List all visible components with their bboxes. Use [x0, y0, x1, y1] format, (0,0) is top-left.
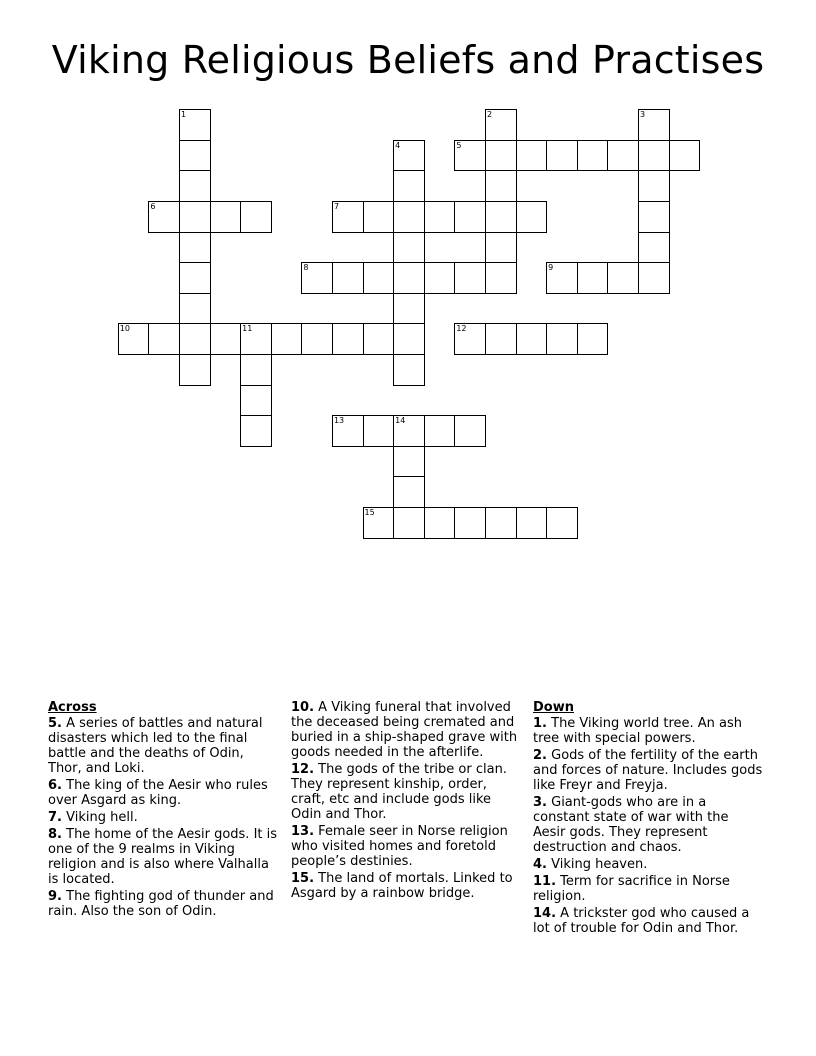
grid-cell[interactable] — [454, 507, 486, 539]
grid-cell[interactable] — [393, 446, 425, 478]
grid-cell[interactable] — [332, 415, 364, 447]
grid-cell[interactable] — [393, 140, 425, 172]
grid-cell[interactable] — [669, 140, 701, 172]
grid-cell[interactable] — [393, 262, 425, 294]
grid-cell[interactable] — [638, 201, 670, 233]
clue-number: 1 — [180, 110, 187, 120]
grid-cell[interactable] — [240, 354, 272, 386]
grid-cell[interactable] — [454, 140, 486, 172]
grid-cell[interactable] — [485, 140, 517, 172]
page-title: Viking Religious Beliefs and Practises — [51, 38, 765, 82]
clue-down-2: 2. Gods of the fertility of the earth and forces of nature. Includes gods like Freyr and Freyja. — [533, 748, 763, 793]
clue-down-14: 14. A trickster god who caused a lot of trouble for Odin and Thor. — [533, 906, 750, 936]
grid-cell[interactable] — [271, 323, 303, 355]
grid-cell[interactable] — [332, 201, 364, 233]
clue-across-5: 5. A series of battles and natural disasters which led to the final battle and the deaths of Odin, Thor, and Loki. — [48, 716, 263, 776]
clue-number: 14 — [395, 416, 406, 426]
grid-cell[interactable] — [485, 262, 517, 294]
grid-cell[interactable] — [393, 415, 425, 447]
grid-cell[interactable] — [485, 170, 517, 202]
clue-across-7: 7. Viking hell. — [48, 810, 138, 825]
grid-cell[interactable] — [454, 262, 486, 294]
grid-cell[interactable] — [454, 415, 486, 447]
grid-cell[interactable] — [577, 262, 609, 294]
grid-cell[interactable] — [638, 109, 670, 141]
grid-cell[interactable] — [210, 201, 242, 233]
clue-number: 2 — [486, 110, 493, 120]
grid-cell[interactable] — [393, 232, 425, 264]
grid-cell[interactable] — [393, 170, 425, 202]
down-clues-column — [533, 700, 765, 938]
grid-cell[interactable] — [240, 201, 272, 233]
grid-cell[interactable] — [179, 323, 211, 355]
grid-cell[interactable] — [332, 323, 364, 355]
grid-cell[interactable] — [363, 201, 395, 233]
grid-cell[interactable] — [363, 323, 395, 355]
grid-cell[interactable] — [301, 262, 333, 294]
grid-cell[interactable] — [179, 201, 211, 233]
grid-cell[interactable] — [424, 201, 456, 233]
grid-cell[interactable] — [546, 140, 578, 172]
grid-cell[interactable] — [393, 507, 425, 539]
clue-across-9: 9. The fighting god of thunder and rain. Also the son of Odin. — [48, 889, 274, 919]
clue-number: 4 — [395, 140, 401, 150]
clue-number: 10 — [119, 324, 130, 334]
across-clues-column-2 — [291, 700, 523, 903]
grid-cell[interactable] — [393, 201, 425, 233]
clue-number: 11 — [242, 324, 253, 334]
grid-cell[interactable] — [638, 140, 670, 172]
grid-cell[interactable] — [393, 354, 425, 386]
clue-down-11: 11. Term for sacrifice in Norse religion. — [533, 874, 730, 904]
grid-cell[interactable] — [424, 507, 456, 539]
clue-number: 8 — [303, 263, 309, 273]
clue-down-1: 1. The Viking world tree. An ash tree with special powers. — [533, 716, 743, 746]
grid-cell[interactable] — [393, 293, 425, 325]
grid-cell[interactable] — [393, 323, 425, 355]
grid-cell[interactable] — [179, 140, 211, 172]
grid-cell[interactable] — [363, 415, 395, 447]
clue-across-15: 15. The land of mortals. Linked to Asgard by a rainbow bridge. — [291, 871, 513, 901]
across-heading: Across — [48, 700, 97, 715]
grid-cell[interactable] — [516, 140, 548, 172]
grid-cell[interactable] — [363, 262, 395, 294]
grid-cell[interactable] — [240, 385, 272, 417]
grid-cell[interactable] — [179, 232, 211, 264]
grid-cell[interactable] — [240, 323, 272, 355]
clue-across-8: 8. The home of the Aesir gods. It is one of the 9 realms in Viking religion and is also where Valhalla is located. — [48, 827, 278, 887]
grid-cell[interactable] — [240, 415, 272, 447]
clue-number: 9 — [548, 263, 554, 273]
grid-cell[interactable] — [546, 262, 578, 294]
clue-down-3: 3. Giant-gods who are in a constant state of war with the Aesir gods. They represent destruction and chaos. — [533, 795, 729, 855]
clue-number: 15 — [364, 508, 375, 518]
grid-cell[interactable] — [638, 170, 670, 202]
grid-cell[interactable] — [485, 109, 517, 141]
grid-cell[interactable] — [179, 354, 211, 386]
grid-cell[interactable] — [424, 415, 456, 447]
grid-cell[interactable] — [454, 201, 486, 233]
grid-cell[interactable] — [638, 262, 670, 294]
grid-cell[interactable] — [607, 140, 639, 172]
across-clues-column-1 — [48, 700, 280, 921]
grid-cell[interactable] — [179, 170, 211, 202]
clue-across-13: 13. Female seer in Norse religion who visited homes and foretold people’s destinies. — [291, 824, 508, 869]
clue-down-4: 4. Viking heaven. — [533, 857, 648, 872]
grid-cell[interactable] — [485, 507, 517, 539]
grid-cell[interactable] — [148, 201, 180, 233]
grid-cell[interactable] — [485, 323, 517, 355]
grid-cell[interactable] — [332, 262, 364, 294]
grid-cell[interactable] — [577, 140, 609, 172]
grid-cell[interactable] — [638, 232, 670, 264]
clue-across-12: 12. The gods of the tribe or clan. They represent kinship, order, craft, etc and include gods like Odin and Thor. — [291, 762, 507, 822]
grid-cell[interactable] — [577, 323, 609, 355]
grid-cell[interactable] — [607, 262, 639, 294]
clue-number: 5 — [456, 140, 462, 150]
grid-cell[interactable] — [546, 507, 578, 539]
grid-cell[interactable] — [454, 323, 486, 355]
grid-cell[interactable] — [424, 262, 456, 294]
grid-cell[interactable] — [179, 262, 211, 294]
grid-cell[interactable] — [210, 323, 242, 355]
grid-cell[interactable] — [516, 201, 548, 233]
grid-cell[interactable] — [516, 507, 548, 539]
grid-cell[interactable] — [179, 109, 211, 141]
grid-cell[interactable] — [363, 507, 395, 539]
grid-cell[interactable] — [546, 323, 578, 355]
grid-cell[interactable] — [393, 476, 425, 508]
grid-cell[interactable] — [118, 323, 150, 355]
clue-number: 7 — [333, 202, 340, 212]
clue-number: 3 — [639, 110, 646, 120]
grid-cell[interactable] — [179, 293, 211, 325]
grid-cell[interactable] — [485, 232, 517, 264]
clue-across-10: 10. A Viking funeral that involved the deceased being cremated and buried in a ship-shaped grave with goods needed in the afterlife. — [291, 700, 518, 760]
clue-number: 6 — [150, 202, 156, 212]
clue-number: 12 — [456, 324, 467, 334]
clue-across-6: 6. The king of the Aesir who rules over Asgard as king. — [48, 778, 268, 808]
grid-cell[interactable] — [148, 323, 180, 355]
grid-cell[interactable] — [516, 323, 548, 355]
grid-cell[interactable] — [301, 323, 333, 355]
down-heading: Down — [533, 700, 574, 715]
clue-number: 13 — [333, 416, 345, 426]
grid-cell[interactable] — [485, 201, 517, 233]
